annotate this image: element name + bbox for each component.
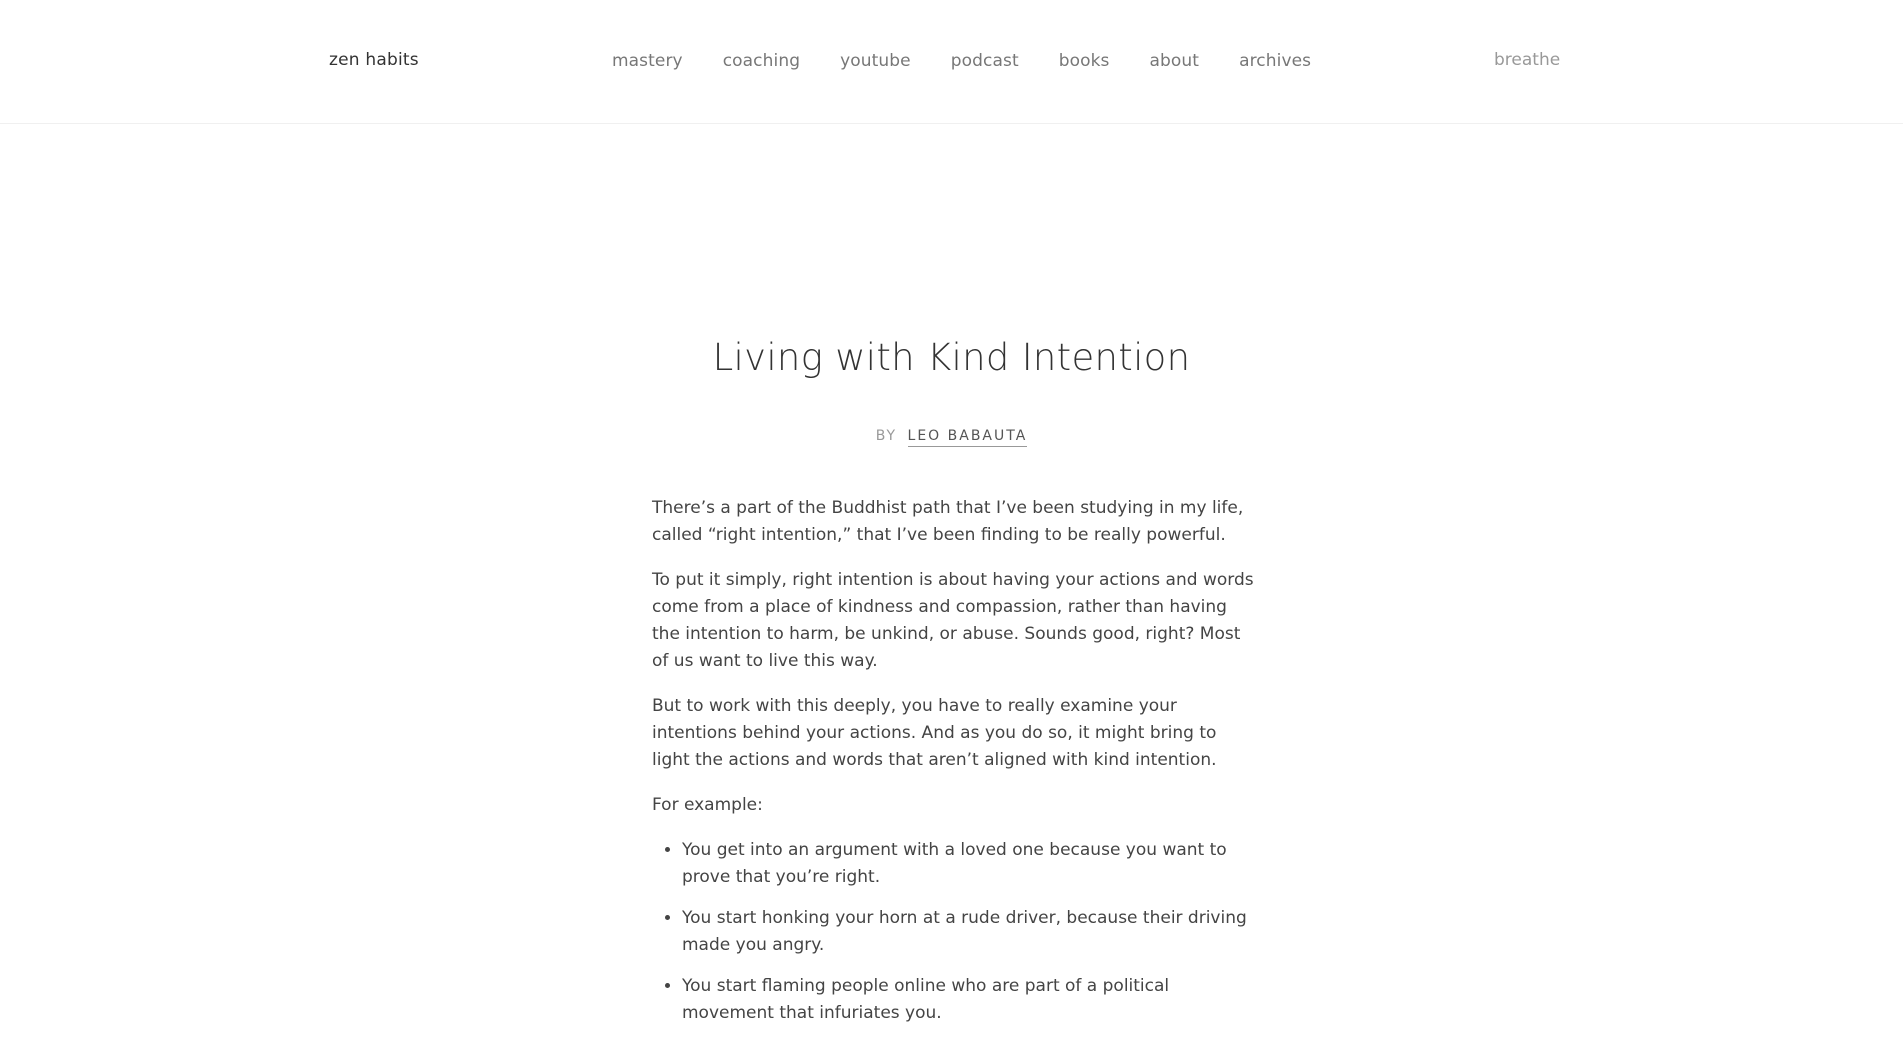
- article-title: Living with Kind Intention: [712, 336, 1191, 379]
- nav-item-about[interactable]: about: [1149, 51, 1200, 71]
- list-item: • You start flaming people online who are part of a political movement that infuriates you.: [682, 973, 1257, 1027]
- site-title-link[interactable]: zen habits: [329, 50, 419, 70]
- article-body: [652, 495, 1257, 1041]
- nav-item-coaching[interactable]: coaching: [722, 51, 801, 71]
- site-header: [0, 0, 1903, 124]
- nav-item-podcast[interactable]: podcast: [950, 51, 1019, 71]
- paragraph: For example:: [652, 795, 763, 815]
- breathe-link[interactable]: breathe: [1494, 50, 1561, 70]
- nav-item-mastery[interactable]: mastery: [612, 51, 683, 71]
- paragraph: But to work with this deeply, you have to really examine your intentions behind your actions. And as you do so, it might bring to light the actions and words that aren’t aligned with kind intention.: [652, 696, 1217, 770]
- author-link[interactable]: LEO BABAUTA: [908, 428, 1028, 447]
- byline: [0, 428, 1903, 444]
- nav-item-youtube[interactable]: youtube: [840, 51, 911, 71]
- list-item: • You get into an argument with a loved one because you want to prove that you’re right.: [682, 837, 1257, 891]
- paragraph: To put it simply, right intention is about having your actions and words come from a place of kindness and compassion, rather than having the intention to harm, be unkind, or abuse. Sounds good, right? Most of us want to live this way.: [652, 570, 1254, 671]
- nav-item-books[interactable]: books: [1058, 51, 1110, 71]
- byline-prefix: BY: [875, 428, 898, 444]
- example-list: [652, 837, 1257, 1027]
- nav-item-archives[interactable]: archives: [1239, 51, 1312, 71]
- list-item: • You start honking your horn at a rude driver, because their driving made you angry.: [682, 905, 1257, 959]
- paragraph: There’s a part of the Buddhist path that I’ve been studying in my life, called “right intention,” that I’ve been finding to be really powerful.: [652, 498, 1244, 545]
- main-nav: [612, 51, 1311, 71]
